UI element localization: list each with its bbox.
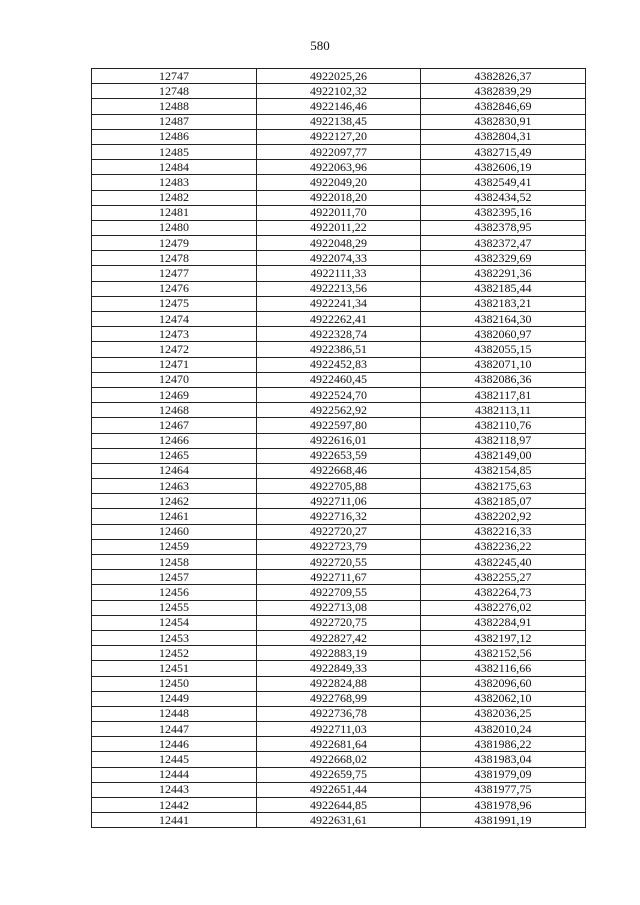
point-number-cell: 12466 bbox=[92, 433, 257, 448]
y-coordinate-cell: 4382329,69 bbox=[421, 251, 586, 266]
point-number-cell: 12445 bbox=[92, 752, 257, 767]
point-number-cell: 12450 bbox=[92, 676, 257, 691]
table-row bbox=[92, 160, 586, 175]
point-number-cell: 12748 bbox=[92, 84, 257, 99]
y-coordinate-cell: 4382236,22 bbox=[421, 539, 586, 554]
table-row bbox=[92, 479, 586, 494]
x-coordinate-cell: 4922063,96 bbox=[257, 160, 421, 175]
y-coordinate-cell: 4382826,37 bbox=[421, 69, 586, 84]
x-coordinate-cell: 4922213,56 bbox=[257, 281, 421, 296]
y-coordinate-cell: 4382264,73 bbox=[421, 585, 586, 600]
point-number-cell: 12472 bbox=[92, 342, 257, 357]
table-row bbox=[92, 403, 586, 418]
x-coordinate-cell: 4922705,88 bbox=[257, 479, 421, 494]
x-coordinate-cell: 4922460,45 bbox=[257, 372, 421, 387]
y-coordinate-cell: 4382434,52 bbox=[421, 190, 586, 205]
y-coordinate-cell: 4382117,81 bbox=[421, 387, 586, 402]
x-coordinate-cell: 4922713,08 bbox=[257, 600, 421, 615]
table-row bbox=[92, 782, 586, 797]
y-coordinate-cell: 4382276,02 bbox=[421, 600, 586, 615]
x-coordinate-cell: 4922241,34 bbox=[257, 296, 421, 311]
point-number-cell: 12442 bbox=[92, 798, 257, 813]
table-row bbox=[92, 752, 586, 767]
table-row bbox=[92, 813, 586, 828]
table-row bbox=[92, 205, 586, 220]
coordinates-table-body bbox=[92, 69, 586, 828]
y-coordinate-cell: 4381978,96 bbox=[421, 798, 586, 813]
table-row bbox=[92, 69, 586, 84]
point-number-cell: 12452 bbox=[92, 646, 257, 661]
x-coordinate-cell: 4922048,29 bbox=[257, 236, 421, 251]
point-number-cell: 12483 bbox=[92, 175, 257, 190]
table-row bbox=[92, 737, 586, 752]
x-coordinate-cell: 4922709,55 bbox=[257, 585, 421, 600]
table-row bbox=[92, 312, 586, 327]
x-coordinate-cell: 4922524,70 bbox=[257, 387, 421, 402]
table-row bbox=[92, 129, 586, 144]
y-coordinate-cell: 4382830,91 bbox=[421, 114, 586, 129]
x-coordinate-cell: 4922616,01 bbox=[257, 433, 421, 448]
y-coordinate-cell: 4381983,04 bbox=[421, 752, 586, 767]
y-coordinate-cell: 4382116,66 bbox=[421, 661, 586, 676]
table-row bbox=[92, 463, 586, 478]
x-coordinate-cell: 4922049,20 bbox=[257, 175, 421, 190]
x-coordinate-cell: 4922011,70 bbox=[257, 205, 421, 220]
x-coordinate-cell: 4922720,75 bbox=[257, 615, 421, 630]
y-coordinate-cell: 4382096,60 bbox=[421, 676, 586, 691]
x-coordinate-cell: 4922138,45 bbox=[257, 114, 421, 129]
x-coordinate-cell: 4922849,33 bbox=[257, 661, 421, 676]
table-row bbox=[92, 114, 586, 129]
y-coordinate-cell: 4382197,12 bbox=[421, 630, 586, 645]
y-coordinate-cell: 4382086,36 bbox=[421, 372, 586, 387]
point-number-cell: 12477 bbox=[92, 266, 257, 281]
point-number-cell: 12478 bbox=[92, 251, 257, 266]
table-row bbox=[92, 524, 586, 539]
point-number-cell: 12471 bbox=[92, 357, 257, 372]
x-coordinate-cell: 4922644,85 bbox=[257, 798, 421, 813]
point-number-cell: 12462 bbox=[92, 494, 257, 509]
x-coordinate-cell: 4922659,75 bbox=[257, 767, 421, 782]
table-row bbox=[92, 706, 586, 721]
x-coordinate-cell: 4922824,88 bbox=[257, 676, 421, 691]
table-row bbox=[92, 433, 586, 448]
table-row bbox=[92, 539, 586, 554]
coordinates-table bbox=[91, 68, 586, 828]
table-row bbox=[92, 144, 586, 159]
y-coordinate-cell: 4382152,56 bbox=[421, 646, 586, 661]
table-row bbox=[92, 722, 586, 737]
table-row bbox=[92, 296, 586, 311]
point-number-cell: 12465 bbox=[92, 448, 257, 463]
point-number-cell: 12467 bbox=[92, 418, 257, 433]
x-coordinate-cell: 4922716,32 bbox=[257, 509, 421, 524]
y-coordinate-cell: 4382245,40 bbox=[421, 555, 586, 570]
page-number: 580 bbox=[310, 38, 330, 53]
y-coordinate-cell: 4382284,91 bbox=[421, 615, 586, 630]
x-coordinate-cell: 4922127,20 bbox=[257, 129, 421, 144]
table-row bbox=[92, 615, 586, 630]
point-number-cell: 12463 bbox=[92, 479, 257, 494]
table-row bbox=[92, 357, 586, 372]
point-number-cell: 12458 bbox=[92, 555, 257, 570]
point-number-cell: 12474 bbox=[92, 312, 257, 327]
point-number-cell: 12476 bbox=[92, 281, 257, 296]
table-row bbox=[92, 251, 586, 266]
table-row bbox=[92, 327, 586, 342]
y-coordinate-cell: 4382185,44 bbox=[421, 281, 586, 296]
y-coordinate-cell: 4382183,21 bbox=[421, 296, 586, 311]
table-row bbox=[92, 387, 586, 402]
x-coordinate-cell: 4922711,06 bbox=[257, 494, 421, 509]
table-row bbox=[92, 494, 586, 509]
point-number-cell: 12444 bbox=[92, 767, 257, 782]
table-row bbox=[92, 175, 586, 190]
x-coordinate-cell: 4922653,59 bbox=[257, 448, 421, 463]
x-coordinate-cell: 4922651,44 bbox=[257, 782, 421, 797]
y-coordinate-cell: 4381977,75 bbox=[421, 782, 586, 797]
table-row bbox=[92, 236, 586, 251]
point-number-cell: 12459 bbox=[92, 539, 257, 554]
table-row bbox=[92, 281, 586, 296]
y-coordinate-cell: 4382216,33 bbox=[421, 524, 586, 539]
point-number-cell: 12443 bbox=[92, 782, 257, 797]
y-coordinate-cell: 4382291,36 bbox=[421, 266, 586, 281]
table-row bbox=[92, 570, 586, 585]
y-coordinate-cell: 4382113,11 bbox=[421, 403, 586, 418]
point-number-cell: 12485 bbox=[92, 144, 257, 159]
point-number-cell: 12454 bbox=[92, 615, 257, 630]
point-number-cell: 12470 bbox=[92, 372, 257, 387]
x-coordinate-cell: 4922011,22 bbox=[257, 220, 421, 235]
table-row bbox=[92, 676, 586, 691]
table-row bbox=[92, 646, 586, 661]
x-coordinate-cell: 4922097,77 bbox=[257, 144, 421, 159]
y-coordinate-cell: 4382060,97 bbox=[421, 327, 586, 342]
point-number-cell: 12457 bbox=[92, 570, 257, 585]
x-coordinate-cell: 4922452,83 bbox=[257, 357, 421, 372]
y-coordinate-cell: 4382110,76 bbox=[421, 418, 586, 433]
x-coordinate-cell: 4922111,33 bbox=[257, 266, 421, 281]
point-number-cell: 12448 bbox=[92, 706, 257, 721]
x-coordinate-cell: 4922681,64 bbox=[257, 737, 421, 752]
y-coordinate-cell: 4382071,10 bbox=[421, 357, 586, 372]
point-number-cell: 12473 bbox=[92, 327, 257, 342]
table-row bbox=[92, 509, 586, 524]
x-coordinate-cell: 4922018,20 bbox=[257, 190, 421, 205]
y-coordinate-cell: 4382055,15 bbox=[421, 342, 586, 357]
y-coordinate-cell: 4382185,07 bbox=[421, 494, 586, 509]
table-row bbox=[92, 418, 586, 433]
point-number-cell: 12451 bbox=[92, 661, 257, 676]
point-number-cell: 12475 bbox=[92, 296, 257, 311]
point-number-cell: 12453 bbox=[92, 630, 257, 645]
table-row bbox=[92, 600, 586, 615]
point-number-cell: 12441 bbox=[92, 813, 257, 828]
x-coordinate-cell: 4922827,42 bbox=[257, 630, 421, 645]
table-row bbox=[92, 767, 586, 782]
table-row bbox=[92, 84, 586, 99]
table-row bbox=[92, 585, 586, 600]
x-coordinate-cell: 4922668,02 bbox=[257, 752, 421, 767]
point-number-cell: 12449 bbox=[92, 691, 257, 706]
table-row bbox=[92, 220, 586, 235]
point-number-cell: 12455 bbox=[92, 600, 257, 615]
table-row bbox=[92, 342, 586, 357]
table-row bbox=[92, 798, 586, 813]
point-number-cell: 12456 bbox=[92, 585, 257, 600]
y-coordinate-cell: 4382036,25 bbox=[421, 706, 586, 721]
x-coordinate-cell: 4922386,51 bbox=[257, 342, 421, 357]
point-number-cell: 12484 bbox=[92, 160, 257, 175]
table-row bbox=[92, 630, 586, 645]
y-coordinate-cell: 4382202,92 bbox=[421, 509, 586, 524]
y-coordinate-cell: 4382175,63 bbox=[421, 479, 586, 494]
y-coordinate-cell: 4382804,31 bbox=[421, 129, 586, 144]
point-number-cell: 12747 bbox=[92, 69, 257, 84]
y-coordinate-cell: 4382372,47 bbox=[421, 236, 586, 251]
point-number-cell: 12446 bbox=[92, 737, 257, 752]
table-row bbox=[92, 555, 586, 570]
x-coordinate-cell: 4922668,46 bbox=[257, 463, 421, 478]
y-coordinate-cell: 4382839,29 bbox=[421, 84, 586, 99]
y-coordinate-cell: 4382549,41 bbox=[421, 175, 586, 190]
point-number-cell: 12488 bbox=[92, 99, 257, 114]
x-coordinate-cell: 4922262,41 bbox=[257, 312, 421, 327]
table-row bbox=[92, 190, 586, 205]
y-coordinate-cell: 4382255,27 bbox=[421, 570, 586, 585]
y-coordinate-cell: 4382378,95 bbox=[421, 220, 586, 235]
table-row bbox=[92, 448, 586, 463]
x-coordinate-cell: 4922768,99 bbox=[257, 691, 421, 706]
x-coordinate-cell: 4922025,26 bbox=[257, 69, 421, 84]
y-coordinate-cell: 4382164,30 bbox=[421, 312, 586, 327]
point-number-cell: 12460 bbox=[92, 524, 257, 539]
point-number-cell: 12468 bbox=[92, 403, 257, 418]
x-coordinate-cell: 4922074,33 bbox=[257, 251, 421, 266]
table-row bbox=[92, 99, 586, 114]
x-coordinate-cell: 4922736,78 bbox=[257, 706, 421, 721]
y-coordinate-cell: 4381986,22 bbox=[421, 737, 586, 752]
y-coordinate-cell: 4382118,97 bbox=[421, 433, 586, 448]
y-coordinate-cell: 4382062,10 bbox=[421, 691, 586, 706]
table-row bbox=[92, 661, 586, 676]
point-number-cell: 12461 bbox=[92, 509, 257, 524]
point-number-cell: 12464 bbox=[92, 463, 257, 478]
table-row bbox=[92, 691, 586, 706]
point-number-cell: 12447 bbox=[92, 722, 257, 737]
y-coordinate-cell: 4381991,19 bbox=[421, 813, 586, 828]
y-coordinate-cell: 4382154,85 bbox=[421, 463, 586, 478]
x-coordinate-cell: 4922720,27 bbox=[257, 524, 421, 539]
y-coordinate-cell: 4382395,16 bbox=[421, 205, 586, 220]
y-coordinate-cell: 4382715,49 bbox=[421, 144, 586, 159]
point-number-cell: 12487 bbox=[92, 114, 257, 129]
point-number-cell: 12486 bbox=[92, 129, 257, 144]
x-coordinate-cell: 4922723,79 bbox=[257, 539, 421, 554]
point-number-cell: 12469 bbox=[92, 387, 257, 402]
x-coordinate-cell: 4922711,67 bbox=[257, 570, 421, 585]
y-coordinate-cell: 4382846,69 bbox=[421, 99, 586, 114]
x-coordinate-cell: 4922102,32 bbox=[257, 84, 421, 99]
x-coordinate-cell: 4922631,61 bbox=[257, 813, 421, 828]
point-number-cell: 12479 bbox=[92, 236, 257, 251]
y-coordinate-cell: 4382149,00 bbox=[421, 448, 586, 463]
x-coordinate-cell: 4922597,80 bbox=[257, 418, 421, 433]
x-coordinate-cell: 4922711,03 bbox=[257, 722, 421, 737]
point-number-cell: 12481 bbox=[92, 205, 257, 220]
x-coordinate-cell: 4922562,92 bbox=[257, 403, 421, 418]
y-coordinate-cell: 4382010,24 bbox=[421, 722, 586, 737]
table-row bbox=[92, 266, 586, 281]
x-coordinate-cell: 4922146,46 bbox=[257, 99, 421, 114]
point-number-cell: 12482 bbox=[92, 190, 257, 205]
y-coordinate-cell: 4381979,09 bbox=[421, 767, 586, 782]
x-coordinate-cell: 4922883,19 bbox=[257, 646, 421, 661]
point-number-cell: 12480 bbox=[92, 220, 257, 235]
x-coordinate-cell: 4922720,55 bbox=[257, 555, 421, 570]
table-row bbox=[92, 372, 586, 387]
x-coordinate-cell: 4922328,74 bbox=[257, 327, 421, 342]
y-coordinate-cell: 4382606,19 bbox=[421, 160, 586, 175]
